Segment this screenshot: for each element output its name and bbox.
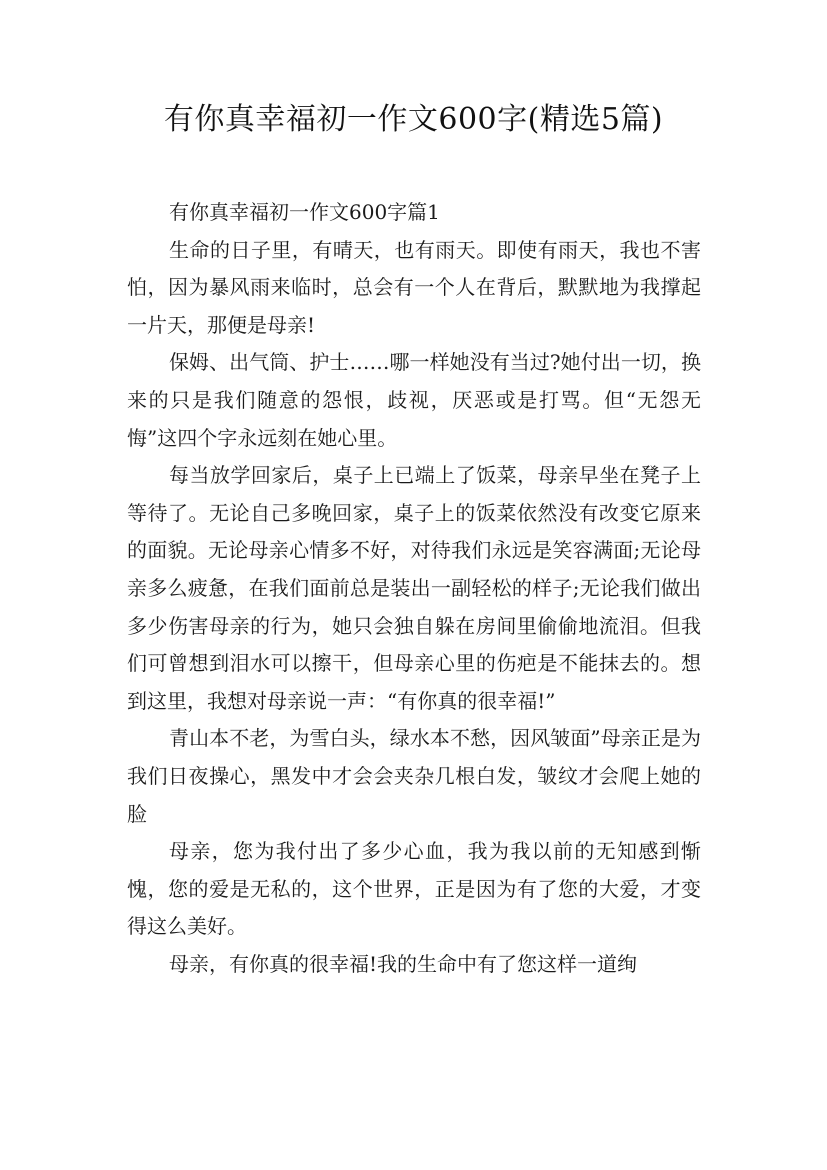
document-body [127, 194, 701, 983]
paragraph-3: 每当放学回家后，桌子上已端上了饭菜，母亲早坐在凳子上等待了。无论自己多晚回家，桌子上的饭菜依然没有改变它原来的面貌。无论母亲心情多不好，对待我们永远是笑容满面;无论母亲多么疲惫，在我们面前总是装出一副轻松的样子;无论我们做出多少伤害母亲的行为，她只会独自躲在房间里偷偷地流泪。但我们可曾想到泪水可以擦干，但母亲心里的伤疤是不能抹去的。想到这里，我想对母亲说一声：“有你真的很幸福!” [127, 463, 701, 713]
document-title: 有你真幸福初一作文600字(精选5篇) [163, 102, 664, 137]
paragraph-1: 生命的日子里，有晴天，也有雨天。即使有雨天，我也不害怕，因为暴风雨来临时，总会有一个人在背后，默默地为我撑起一片天，那便是母亲! [127, 237, 701, 337]
section-heading: 有你真幸福初一作文600字篇1 [169, 200, 440, 224]
paragraph-2: 保姆、出气筒、护士……哪一样她没有当过?她付出一切，换来的只是我们随意的怨恨，歧视，厌恶或是打骂。但“无怨无悔”这四个字永远刻在她心里。 [127, 350, 701, 450]
paragraph-6: 母亲，有你真的很幸福!我的生命中有了您这样一道绚 [169, 951, 638, 976]
paragraph-5: 母亲，您为我付出了多少心血，我为我以前的无知感到惭愧，您的爱是无私的，这个世界，正是因为有了您的大爱，才变得这么美好。 [127, 839, 701, 939]
paragraph-4: 青山本不老，为雪白头，绿水本不愁，因风皱面”母亲正是为我们日夜操心，黑发中才会会夹杂几根白发，皱纹才会爬上她的脸 [127, 726, 701, 826]
